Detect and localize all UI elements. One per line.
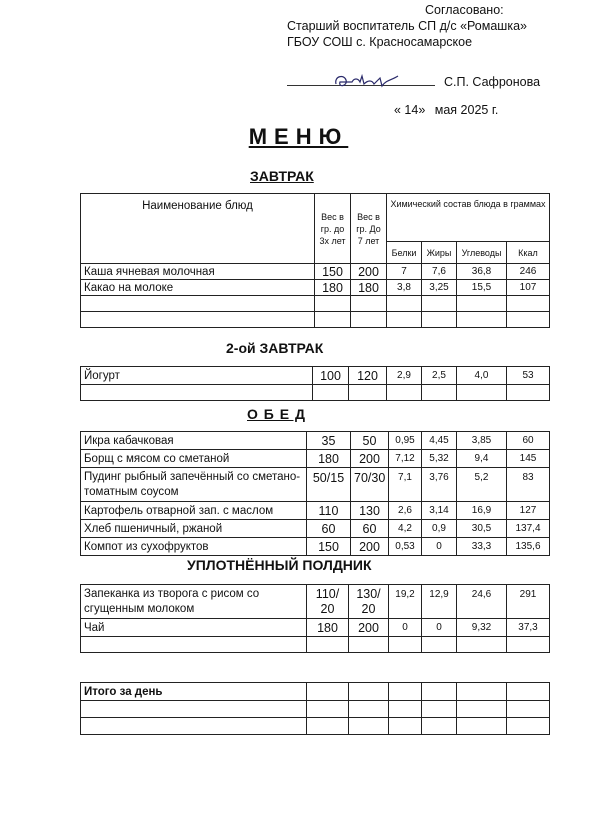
dish-name: Чай (81, 619, 307, 637)
weight-7: 50 (351, 432, 389, 450)
header-carbs: Углеводы (457, 242, 507, 264)
header-protein: Белки (387, 242, 422, 264)
weight-3: 100 (313, 367, 349, 385)
table-row (81, 520, 550, 538)
carbs: 30,5 (457, 520, 507, 538)
weight-7: 70/30 (351, 468, 389, 502)
kcal: 107 (507, 280, 550, 296)
carbs: 24,6 (457, 585, 507, 619)
section-title-second-breakfast: 2-ой ЗАВТРАК (226, 340, 324, 356)
table-row (81, 538, 550, 556)
fat: 3,76 (422, 468, 457, 502)
table-row (81, 432, 550, 450)
weight-7: 200 (349, 619, 389, 637)
weight-3: 150 (307, 538, 351, 556)
protein: 2,6 (389, 502, 422, 520)
dish-name: Запеканка из творога с рисом со сгущенным молоком (81, 585, 307, 619)
signature-image (332, 70, 402, 92)
fat: 3,25 (422, 280, 457, 296)
section-title-breakfast: ЗАВТРАК (250, 168, 314, 184)
weight-7: 200 (351, 538, 389, 556)
fat: 5,32 (422, 450, 457, 468)
weight-7: 60 (351, 520, 389, 538)
approval-date (394, 103, 498, 117)
protein: 3,8 (387, 280, 422, 296)
carbs: 33,3 (457, 538, 507, 556)
header-kcal: Ккал (507, 242, 550, 264)
weight-3: 180 (315, 280, 351, 296)
kcal: 83 (507, 468, 550, 502)
kcal: 137,4 (507, 520, 550, 538)
carbs: 36,8 (457, 264, 507, 280)
table-row (81, 280, 550, 296)
fat: 0 (422, 538, 457, 556)
table-row-empty (81, 718, 550, 735)
table-row (81, 468, 550, 502)
carbs: 4,0 (457, 367, 507, 385)
kcal: 37,3 (507, 619, 550, 637)
protein: 4,2 (389, 520, 422, 538)
protein: 19,2 (389, 585, 422, 619)
kcal: 135,6 (507, 538, 550, 556)
signer-name: С.П. Сафронова (444, 75, 541, 89)
weight-3: 35 (307, 432, 351, 450)
kcal: 291 (507, 585, 550, 619)
dish-name: Пудинг рыбный запечённый со сметано-томатным соусом (81, 468, 307, 502)
dish-name: Хлеб пшеничный, ржаной (81, 520, 307, 538)
table-row (81, 502, 550, 520)
table-row (81, 367, 550, 385)
weight-7: 130 (351, 502, 389, 520)
total-label: Итого за день (81, 683, 307, 701)
dish-name: Какао на молоке (81, 280, 315, 296)
weight-3: 110 (307, 502, 351, 520)
fat: 3,14 (422, 502, 457, 520)
table-row-empty (81, 385, 550, 401)
weight-7: 130/ 20 (349, 585, 389, 619)
table-row (81, 585, 550, 619)
protein: 7,12 (389, 450, 422, 468)
fat: 0,9 (422, 520, 457, 538)
protein: 0 (389, 619, 422, 637)
protein: 7 (387, 264, 422, 280)
fat: 12,9 (422, 585, 457, 619)
lunch-table (80, 431, 550, 556)
dish-name: Икра кабачковая (81, 432, 307, 450)
fat: 7,6 (422, 264, 457, 280)
approval-block (287, 2, 527, 50)
weight-3: 180 (307, 619, 349, 637)
kcal: 246 (507, 264, 550, 280)
approval-date-day: « 14» (394, 103, 426, 117)
weight-3: 60 (307, 520, 351, 538)
dish-name: Каша ячневая молочная (81, 264, 315, 280)
weight-7: 180 (351, 280, 387, 296)
kcal: 127 (507, 502, 550, 520)
fat: 4,45 (422, 432, 457, 450)
table-row-empty (81, 701, 550, 718)
table-row (81, 450, 550, 468)
carbs: 16,9 (457, 502, 507, 520)
protein: 0,95 (389, 432, 422, 450)
snack-table (80, 584, 550, 653)
approval-date-month-year: мая 2025 г. (434, 103, 499, 117)
protein: 7,1 (389, 468, 422, 502)
fat: 0 (422, 619, 457, 637)
carbs: 15,5 (457, 280, 507, 296)
dish-name: Йогурт (81, 367, 313, 385)
fat: 2,5 (422, 367, 457, 385)
weight-3: 150 (315, 264, 351, 280)
carbs: 3,85 (457, 432, 507, 450)
dish-name: Компот из сухофруктов (81, 538, 307, 556)
header-weight-7: Вес в гр. До 7 лет (351, 194, 387, 264)
approval-org: ГБОУ СОШ с. Красносамарское (287, 35, 473, 49)
header-fat: Жиры (422, 242, 457, 264)
table-row (81, 683, 550, 701)
approval-position: Старший воспитатель СП д/с «Ромашка» (287, 19, 527, 33)
page-title: МЕНЮ (248, 124, 349, 149)
table-row-empty (81, 296, 550, 312)
table-row (81, 619, 550, 637)
dish-name: Борщ с мясом со сметаной (81, 450, 307, 468)
weight-3: 180 (307, 450, 351, 468)
weight-7: 200 (351, 450, 389, 468)
weight-3: 50/15 (307, 468, 351, 502)
table-row (81, 264, 550, 280)
protein: 2,9 (387, 367, 422, 385)
kcal: 145 (507, 450, 550, 468)
weight-7: 120 (349, 367, 387, 385)
weight-3: 110/ 20 (307, 585, 349, 619)
carbs: 5,2 (457, 468, 507, 502)
carbs: 9,32 (457, 619, 507, 637)
section-title-lunch: О Б Е Д (247, 406, 306, 422)
dish-name: Картофель отварной зап. с маслом (81, 502, 307, 520)
second-breakfast-table (80, 366, 550, 401)
header-weight-3: Вес в гр. до 3х лет (315, 194, 351, 264)
protein: 0,53 (389, 538, 422, 556)
table-row-empty (81, 637, 550, 653)
approval-heading: Согласовано: (425, 3, 504, 17)
table-row-empty (81, 312, 550, 328)
kcal: 53 (507, 367, 550, 385)
breakfast-table (80, 193, 550, 328)
header-dish: Наименование блюд (81, 194, 315, 264)
carbs: 9,4 (457, 450, 507, 468)
weight-7: 200 (351, 264, 387, 280)
total-table (80, 682, 550, 735)
header-chem: Химический состав блюда в граммах (387, 194, 550, 242)
kcal: 60 (507, 432, 550, 450)
section-title-snack: УПЛОТНЁННЫЙ ПОЛДНИК (187, 557, 372, 573)
